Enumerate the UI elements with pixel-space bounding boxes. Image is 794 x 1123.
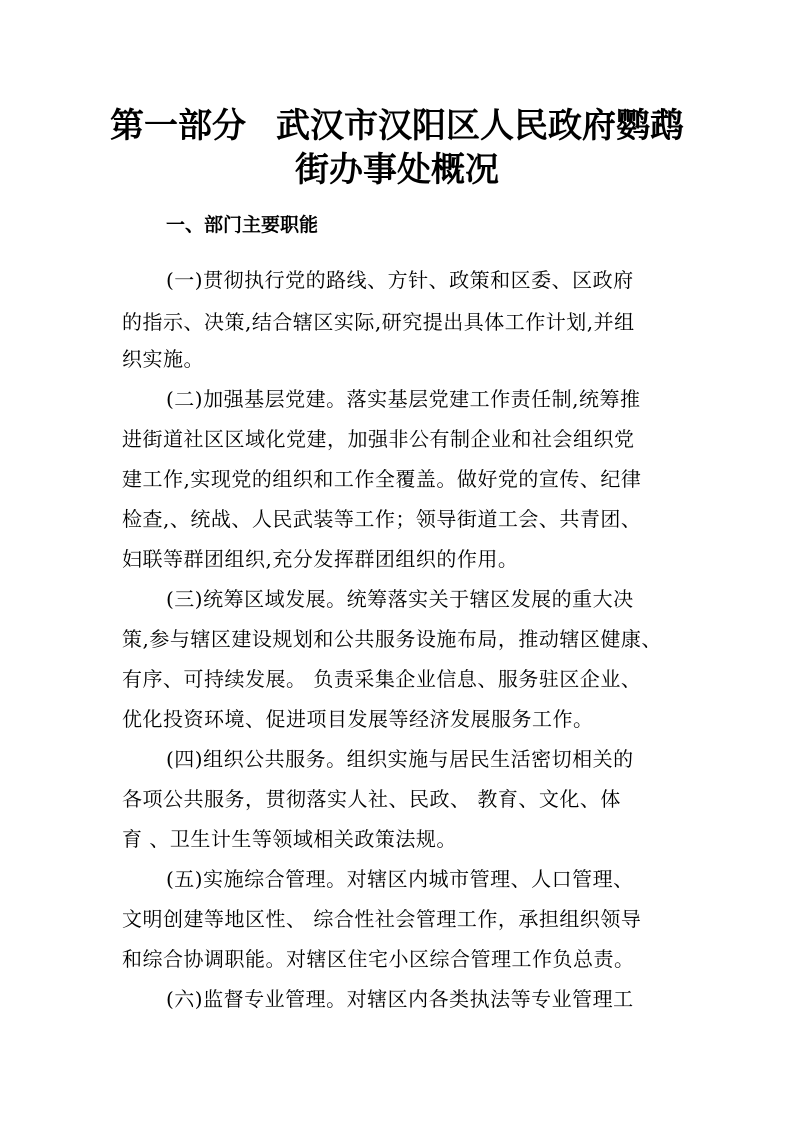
body-line-4: (二)加强基层党建。落实基层党建工作责任制,统筹推 <box>166 387 641 411</box>
body-line-11: 有序、可持续发展。 负责采集企业信息、服务驻区企业、 <box>122 667 642 691</box>
body-line-16: (五)实施综合管理。对辖区内城市管理、人口管理、 <box>166 867 634 891</box>
title-part-label: 第一部分 <box>110 106 246 146</box>
body-line-17: 文明创建等地区性、 综合性社会管理工作，承担组织领导 <box>122 907 642 931</box>
body-line-2: 的指示、决策,结合辖区实际,研究提出具体工作计划,并组 <box>122 310 635 334</box>
body-line-6: 建工作,实现党的组织和工作全覆盖。做好党的宣传、纪律 <box>122 467 642 491</box>
body-line-19: (六)监督专业管理。对辖区内各类执法等专业管理工 <box>166 987 634 1011</box>
body-line-8: 妇联等群团组织,充分发挥群团组织的作用。 <box>122 547 519 571</box>
body-line-3: 织实施。 <box>122 347 204 371</box>
section-heading: 一、部门主要职能 <box>166 214 319 236</box>
body-line-7: 检查,、统战、人民武装等工作；领导街道工会、共青团、 <box>122 507 642 531</box>
body-line-18: 和综合协调职能。对辖区住宅小区综合管理工作负总责。 <box>122 947 635 971</box>
body-line-13: (四)组织公共服务。组织实施与居民生活密切相关的 <box>166 747 634 771</box>
body-line-9: (三)统筹区域发展。统筹落实关于辖区发展的重大决 <box>166 587 634 611</box>
body-line-1: (一)贯彻执行党的路线、方针、政策和区委、区政府 <box>166 268 634 292</box>
page-title-line-1 <box>0 98 794 147</box>
body-line-15: 育 、卫生计生等领域相关政策法规。 <box>122 827 457 851</box>
body-line-10: 策,参与辖区建设规划和公共服务设施布局，推动辖区健康、 <box>122 627 662 651</box>
body-line-12: 优化投资环境、促进项目发展等经济发展服务工作。 <box>122 707 594 731</box>
title-org-name: 武汉市汉阳区人民政府鹦鹉 <box>276 106 684 146</box>
body-line-5: 进街道社区区域化党建，加强非公有制企业和社会组织党 <box>122 427 635 451</box>
page-title-line-2: 街办事处概况 <box>295 150 499 190</box>
body-line-14: 各项公共服务，贯彻落实人社、民政、 教育、文化、体 <box>122 787 621 811</box>
